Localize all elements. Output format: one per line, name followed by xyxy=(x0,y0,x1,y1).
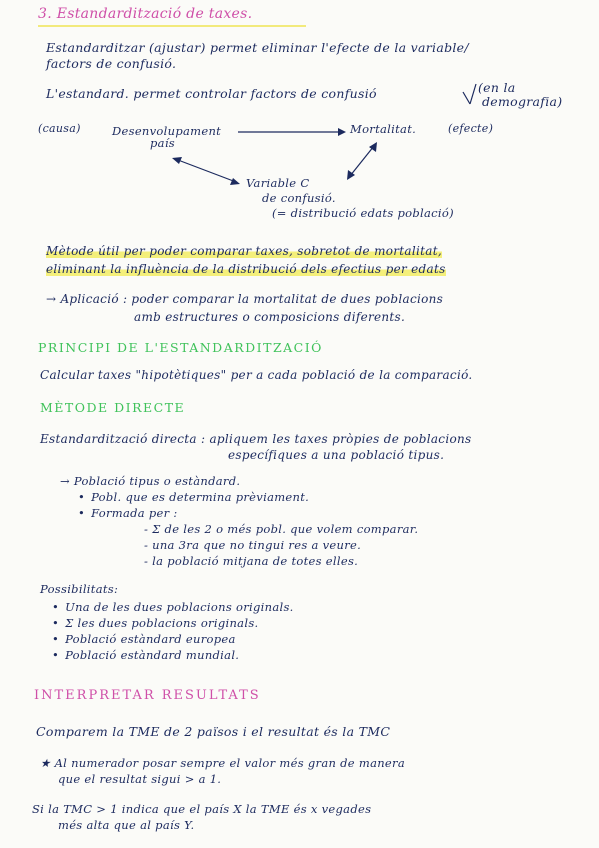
principle-heading: PRINCIPI DE L'ESTANDARDITZACIÓ xyxy=(38,340,323,355)
intro-note-2: demografia) xyxy=(482,94,563,109)
direct-line-1: Estandardització directa : apliquem les taxes pròpies de poblacions xyxy=(40,432,472,446)
possibilities-heading: Possibilitats: xyxy=(40,582,119,596)
page-title: 3. Estandardització de taxes. xyxy=(38,6,253,22)
application-line-1: → Aplicació : poder comparar la mortalitat de dues poblacions xyxy=(46,292,444,306)
diagram-age-distribution: (= distribució edats població) xyxy=(272,206,454,220)
intro-note: (en la xyxy=(478,80,516,95)
if-line-2: més alta que al país Y. xyxy=(58,818,195,832)
star-note-1: ★ Al numerador posar sempre el valor més gran de manera xyxy=(40,756,405,770)
diagram-mortality: Mortalitat. xyxy=(350,122,417,136)
diagram-effect: (efecte) xyxy=(448,122,494,135)
bullet-formed-by: • Formada per : xyxy=(78,506,178,520)
application-line-2: amb estructures o composicions diferents. xyxy=(134,310,406,324)
cause-arrowhead xyxy=(338,128,346,136)
standard-population: → Població tipus o estàndard. xyxy=(60,474,241,488)
diagram-confusion: de confusió. xyxy=(262,191,336,205)
results-line-1: Comparem la TME de 2 països i el resultat és la TMC xyxy=(36,724,391,739)
confounder-arrow-left xyxy=(178,160,236,182)
possibility-item: • Una de les dues poblacions originals. xyxy=(52,600,294,614)
bullet-predetermined: • Pobl. que es determina prèviament. xyxy=(78,490,309,504)
method-line-2: eliminant la influència de la distribució dels efectius per edats xyxy=(46,262,446,276)
diagram-cause: (causa) xyxy=(38,122,81,135)
confounder-arrow-right xyxy=(350,146,374,176)
sub-sum: - Σ de les 2 o més pobl. que volem comparar. xyxy=(144,522,419,536)
sub-third: - una 3ra que no tingui res a veure. xyxy=(144,538,362,552)
intro-line-2: factors de confusió. xyxy=(46,56,177,71)
diagram-country: país xyxy=(150,136,175,150)
if-line-1: Si la TMC > 1 indica que el país X la TME és x vegades xyxy=(32,802,372,816)
direct-line-2: específiques a una població tipus. xyxy=(228,448,445,462)
star-note-2: que el resultat sigui > a 1. xyxy=(58,772,222,786)
principle-text: Calcular taxes "hipotètiques" per a cada població de la comparació. xyxy=(40,368,473,382)
intro-line-1: Estandarditzar (ajustar) permet eliminar l'efecte de la variable/ xyxy=(46,40,469,55)
intro-line-3: L'estandard. permet controlar factors de confusió xyxy=(46,86,377,101)
possibility-item: • Σ les dues poblacions originals. xyxy=(52,616,258,630)
method-line-1: Mètode útil per poder comparar taxes, sobretot de mortalitat, xyxy=(46,244,442,258)
diagram-variable-c: Variable C xyxy=(246,176,310,190)
possibility-item: • Població estàndard europea xyxy=(52,632,236,646)
direct-method-heading: MÈTODE DIRECTE xyxy=(40,400,186,415)
diagram-development: Desenvolupament xyxy=(112,124,222,138)
results-heading: INTERPRETAR RESULTATS xyxy=(34,688,261,703)
sub-mean: - la població mitjana de totes elles. xyxy=(144,554,359,568)
possibility-item: • Població estàndard mundial. xyxy=(52,648,239,662)
